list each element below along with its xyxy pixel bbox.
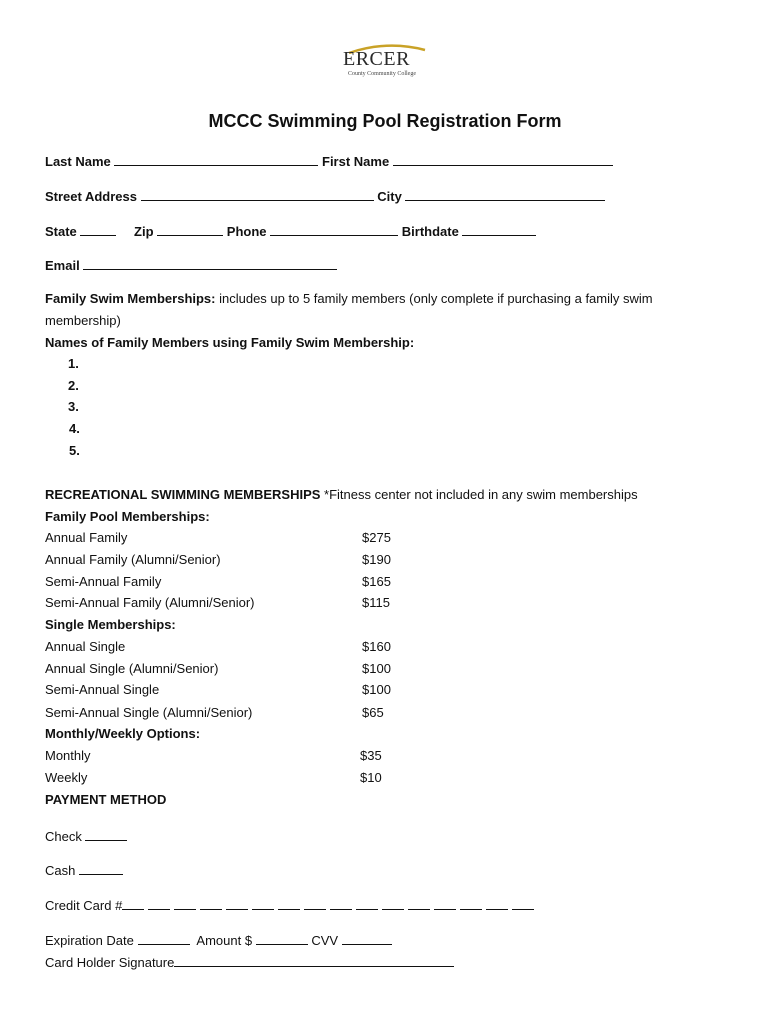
price-item-value: $165 (362, 574, 391, 589)
price-item-value: $275 (362, 530, 391, 545)
price-item-value: $190 (362, 552, 391, 567)
page-title: MCCC Swimming Pool Registration Form (208, 111, 562, 131)
family-swim-text (45, 291, 653, 306)
card-digit-field[interactable] (226, 896, 248, 910)
price-item-value: $115 (362, 595, 390, 610)
name-row (45, 152, 613, 169)
college-logo (343, 44, 433, 88)
price-item-label: Annual Single (Alumni/Senior) (45, 661, 219, 676)
family-names-heading: Names of Family Members using Family Swim Membership: (45, 335, 415, 350)
phone-field[interactable] (270, 222, 398, 236)
address-row (45, 187, 605, 204)
price-item-label: Semi-Annual Single (45, 682, 160, 697)
family-member-2: 2. (68, 378, 79, 393)
email-row (45, 256, 337, 273)
recreational-row (45, 487, 638, 502)
check-field[interactable] (85, 827, 127, 841)
family-member-3: 3. (68, 399, 79, 414)
card-digit-field[interactable] (408, 896, 430, 910)
single-heading: Single Memberships: (45, 617, 176, 632)
first-name-field[interactable] (393, 152, 613, 166)
family-swim-description-2: membership) (45, 313, 121, 328)
phone-label: Phone (226, 224, 267, 239)
zip-field[interactable] (157, 222, 223, 236)
contact-row (45, 222, 536, 239)
family-member-4: 4. (69, 421, 80, 436)
card-digit-field[interactable] (148, 896, 170, 910)
card-digit-field[interactable] (252, 896, 274, 910)
signature-row (45, 953, 454, 970)
state-field[interactable] (80, 222, 116, 236)
price-item-label: Semi-Annual Single (Alumni/Senior) (45, 705, 253, 720)
card-digit-field[interactable] (330, 896, 352, 910)
family-swim-description: includes up to 5 family members (only complete if purchasing a family swim (215, 291, 653, 306)
price-item-label: Semi-Annual Family (45, 574, 162, 589)
price-item-label: Annual Family (Alumni/Senior) (45, 552, 221, 567)
last-name-field[interactable] (114, 152, 318, 166)
card-digit-field[interactable] (512, 896, 534, 910)
card-digit-field[interactable] (122, 896, 144, 910)
monthly-heading: Monthly/Weekly Options: (45, 726, 201, 741)
card-digit-field[interactable] (356, 896, 378, 910)
check-label: Check (45, 829, 82, 844)
cash-label: Cash (45, 863, 76, 878)
price-item-label: Weekly (45, 770, 88, 785)
credit-row (45, 896, 534, 913)
first-name-label: First Name (322, 154, 390, 169)
birthdate-label: Birthdate (401, 224, 459, 239)
price-item-label: Annual Family (45, 530, 128, 545)
amount-field[interactable] (256, 931, 308, 945)
expiration-field[interactable] (138, 931, 190, 945)
email-field[interactable] (83, 256, 337, 270)
city-field[interactable] (405, 187, 605, 201)
amount-label: Amount $ (196, 933, 253, 948)
expiration-row (45, 931, 392, 948)
recreational-heading: RECREATIONAL SWIMMING MEMBERSHIPS (45, 487, 321, 502)
street-label: Street Address (45, 189, 137, 204)
price-item-value: $35 (360, 748, 382, 763)
cash-row (45, 861, 123, 878)
last-name-label: Last Name (45, 154, 111, 169)
cvv-field[interactable] (342, 931, 392, 945)
signature-label: Card Holder Signature (45, 955, 175, 970)
price-item-value: $65 (362, 705, 384, 720)
card-digit-field[interactable] (304, 896, 326, 910)
logo-name: ERCER (343, 48, 410, 70)
cash-field[interactable] (79, 861, 123, 875)
city-label: City (377, 189, 402, 204)
expiration-label: Expiration Date (45, 933, 134, 948)
price-item-value: $100 (362, 682, 391, 697)
price-item-value: $10 (360, 770, 382, 785)
credit-label: Credit Card # (45, 898, 123, 913)
card-digit-field[interactable] (382, 896, 404, 910)
family-member-1: 1. (68, 356, 79, 371)
signature-field[interactable] (174, 953, 454, 967)
card-digit-field[interactable] (278, 896, 300, 910)
family-swim-heading: Family Swim Memberships: (45, 291, 216, 306)
card-digit-field[interactable] (434, 896, 456, 910)
street-field[interactable] (141, 187, 374, 201)
recreational-note: *Fitness center not included in any swim memberships (320, 487, 638, 502)
card-digit-field[interactable] (174, 896, 196, 910)
price-item-value: $100 (362, 661, 391, 676)
cvv-label: CVV (311, 933, 339, 948)
card-digit-field[interactable] (486, 896, 508, 910)
payment-heading: PAYMENT METHOD (45, 792, 167, 807)
birthdate-field[interactable] (462, 222, 536, 236)
price-item-label: Annual Single (45, 639, 126, 654)
price-item-label: Monthly (45, 748, 91, 763)
email-label: Email (45, 258, 80, 273)
price-item-value: $160 (362, 639, 391, 654)
family-member-5: 5. (69, 443, 80, 458)
family-pool-heading: Family Pool Memberships: (45, 509, 210, 524)
price-item-label: Semi-Annual Family (Alumni/Senior) (45, 595, 255, 610)
check-row (45, 827, 127, 844)
zip-label: Zip (134, 224, 154, 239)
logo-subtitle: County Community College (348, 71, 417, 77)
card-digit-field[interactable] (200, 896, 222, 910)
state-label: State (45, 224, 77, 239)
card-digit-field[interactable] (460, 896, 482, 910)
